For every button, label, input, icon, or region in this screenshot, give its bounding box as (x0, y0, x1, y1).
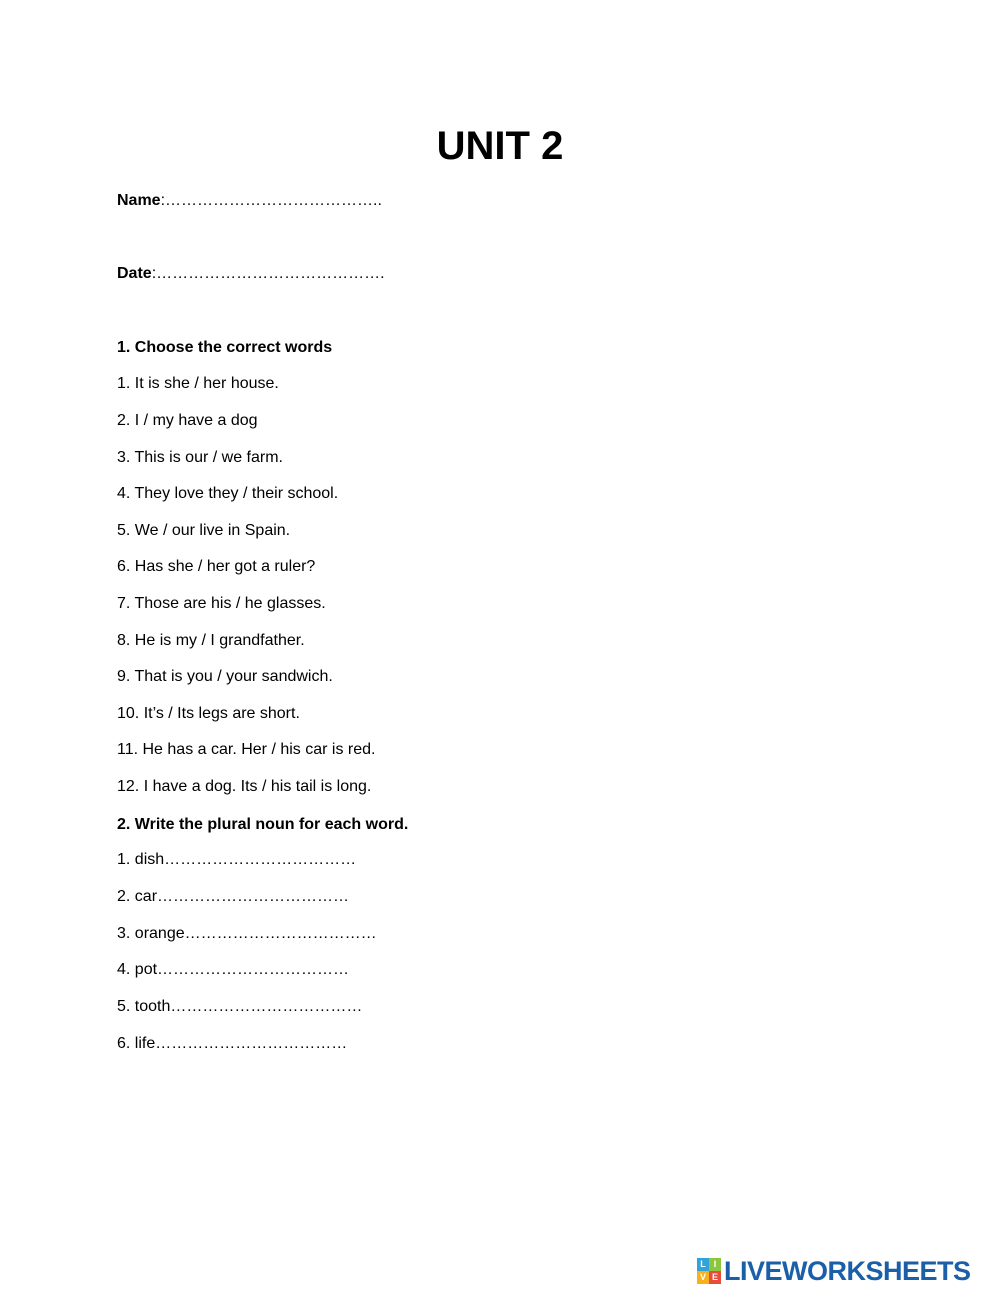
section1-item: 2. I / my have a dog (117, 412, 258, 429)
logo-letter: L (697, 1258, 709, 1271)
section2-item[interactable]: 6. life……………………………… (117, 1035, 348, 1052)
liveworksheets-logo (697, 1255, 971, 1287)
name-label: Name (117, 192, 161, 209)
date-label: Date (117, 265, 152, 282)
section1-item: 4. They love they / their school. (117, 485, 339, 502)
section1-item: 3. This is our / we farm. (117, 449, 283, 466)
section2-item[interactable]: 1. dish……………………………… (117, 851, 357, 868)
section2-item[interactable]: 2. car……………………………… (117, 888, 350, 905)
liveworksheets-logo-icon (697, 1258, 721, 1284)
section1-item: 6. Has she / her got a ruler? (117, 558, 316, 575)
section1-item: 7. Those are his / he glasses. (117, 595, 326, 612)
date-field (117, 264, 385, 284)
section1-item: 11. He has a car. Her / his car is red. (117, 741, 376, 758)
section2-heading: 2. Write the plural noun for each word. (117, 816, 409, 833)
logo-letter: I (709, 1258, 721, 1271)
section1-item: 9. That is you / your sandwich. (117, 668, 333, 685)
section1-heading: 1. Choose the correct words (117, 339, 333, 356)
name-field (117, 191, 382, 211)
worksheet-title: UNIT 2 (436, 124, 564, 168)
section1-item: 12. I have a dog. Its / his tail is long. (117, 778, 372, 795)
logo-letter: E (709, 1271, 721, 1284)
section2-item[interactable]: 5. tooth……………………………… (117, 998, 363, 1015)
name-blank[interactable]: :………………………………….. (160, 192, 382, 209)
date-blank[interactable]: :……………………………………. (151, 265, 385, 282)
section1-item: 8. He is my / I grandfather. (117, 632, 305, 649)
section2-item[interactable]: 4. pot……………………………… (117, 961, 350, 978)
liveworksheets-logo-text: LIVEWORKSHEETS (724, 1256, 971, 1286)
section1-item: 1. It is she / her house. (117, 375, 279, 392)
logo-letter: V (697, 1271, 709, 1284)
section1-item: 10. It’s / Its legs are short. (117, 705, 300, 722)
section1-item: 5. We / our live in Spain. (117, 522, 291, 539)
section2-item[interactable]: 3. orange……………………………… (117, 925, 377, 942)
